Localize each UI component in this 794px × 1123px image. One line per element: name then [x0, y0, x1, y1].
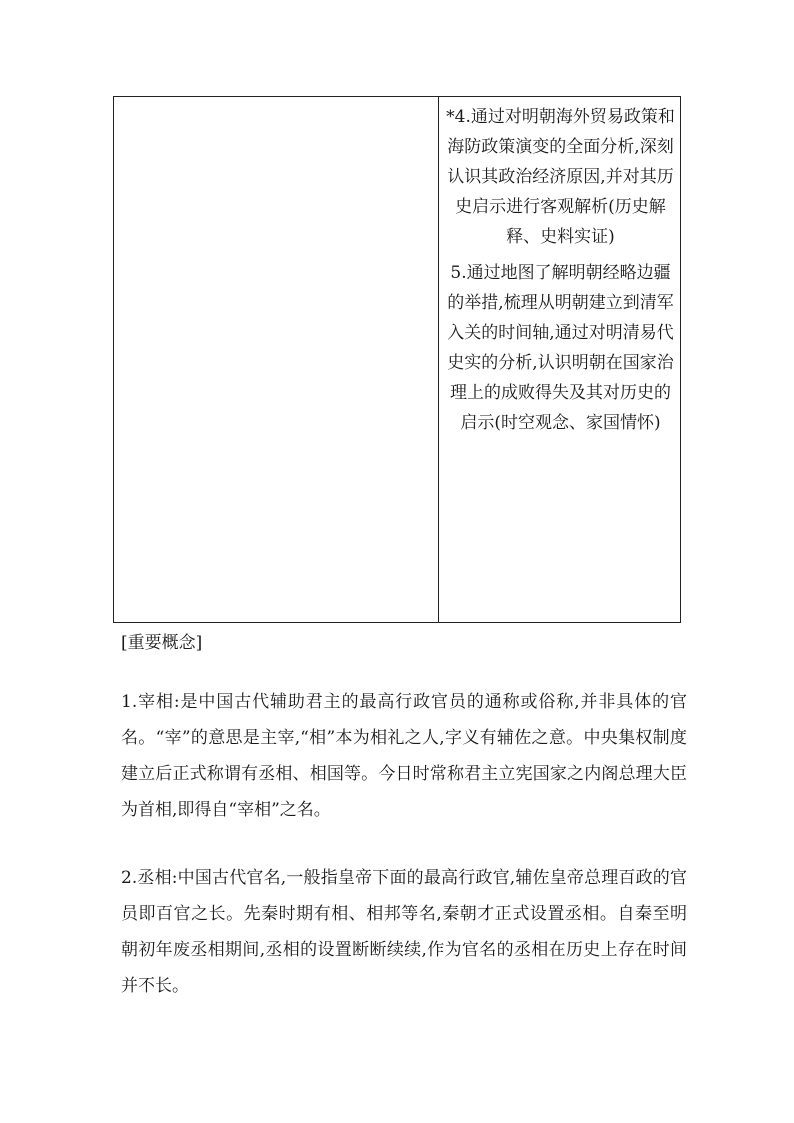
concept-item-chancellor: 2.丞相:中国古代官名,一般指皇帝下面的最高行政官,辅佐皇帝总理百政的官员即百官之长。先秦时期有相、相邦等名,秦朝才正式设置丞相。自秦至明朝初年废丞相期间,丞相的设置断断续续,作为官名的丞相在历史上存在时间并不长。	[121, 868, 687, 996]
concepts-heading: [重要概念]	[121, 633, 203, 653]
objective-item-4: *4.通过对明朝海外贸易政策和海防政策演变的全面分析,深刻认识其政治经济原因,并对其历史启示进行客观解析(历史解释、史料实证)	[446, 107, 675, 247]
concept-item-prime-minister: 1.宰相:是中国古代辅助君主的最高行政官员的通称或俗称,并非具体的官名。“宰”的意思是主宰,“相”本为相礼之人,字义有辅佐之意。中央集权制度建立后正式称谓有丞相、相国等。今日时常称君主立宪国家之内阁总理大臣为首相,即得自“宰相”之名。	[121, 692, 687, 820]
table-left-cell	[114, 97, 439, 622]
objective-item-5: 5.通过地图了解明朝经略边疆的举措,梳理从明朝建立到清军入关的时间轴,通过对明清易代史实的分析,认识明朝在国家治理上的成败得失及其对历史的启示(时空观念、家国情怀)	[447, 263, 674, 433]
table-right-cell	[439, 97, 680, 622]
objectives-table	[113, 96, 681, 623]
